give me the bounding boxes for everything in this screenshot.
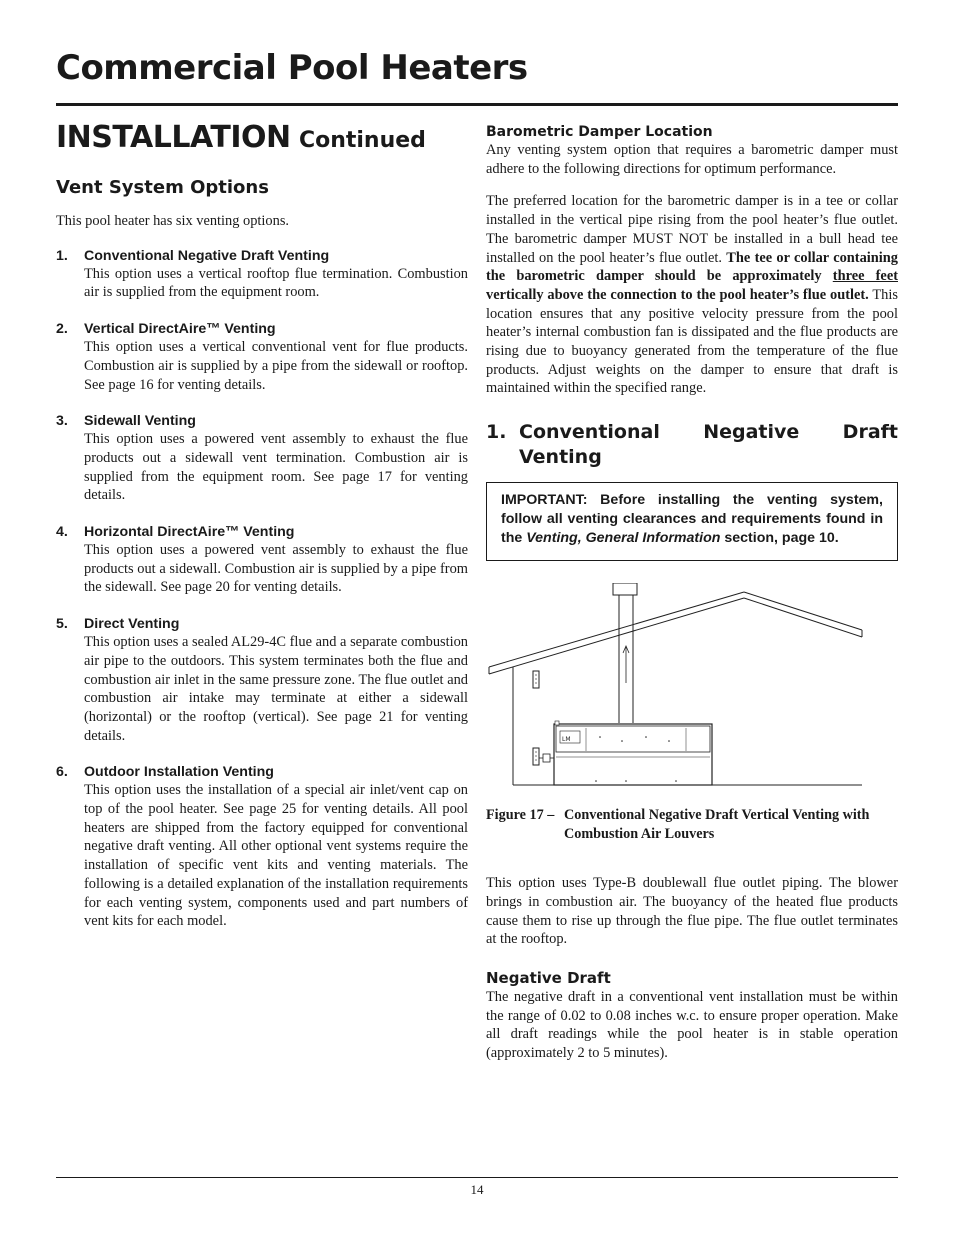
vent-option-body: This option uses a vertical rooftop flue termination. Combustion air is supplied from the equipment room.	[84, 265, 468, 301]
section-title-suffix: Continued	[298, 128, 426, 153]
conventional-heading-number: 1.	[486, 421, 507, 444]
pool-heater	[554, 724, 712, 785]
vent-option-title: Conventional Negative Draft Venting	[84, 247, 330, 264]
section-title	[56, 120, 468, 155]
vent-options-intro: This pool heater has six venting options.	[56, 213, 290, 229]
left-column	[56, 120, 468, 931]
vent-option-number: 2.	[56, 321, 68, 338]
roof-line	[489, 592, 744, 667]
venting-diagram	[486, 583, 898, 793]
vent-option-number: 5.	[56, 616, 68, 633]
footer-rule	[56, 1177, 898, 1178]
vent-option-body: This option uses a vertical conventional vent for flue products. Combustion air is supplied by a pipe from the sidewall or rooftop. See page 16 for venting details.	[84, 339, 468, 393]
header-rule	[56, 103, 898, 106]
barometric-paragraph-2	[486, 192, 898, 398]
svg-text:LM: LM	[562, 736, 571, 744]
barometric-emphasis-distance: three feet	[832, 268, 898, 285]
vent-option-title: Sidewall Venting	[84, 413, 196, 430]
roof-line	[489, 598, 744, 674]
vent-option-1	[56, 248, 468, 302]
vent-option-3	[56, 413, 468, 505]
conventional-heading-text: Conventional Negative Draft Venting	[519, 421, 898, 469]
important-text: section, page 10.	[724, 530, 839, 547]
figure-label: Figure 17 –	[486, 807, 555, 824]
vent-options-heading: Vent System Options	[56, 177, 269, 198]
negative-draft-paragraph: The negative draft in a conventional vent installation must be within the range of 0.02 to 0.08 inches w.c. to ensure proper operation. Make all draft readings while the pool heater is in stable operation (approximately 2 to 5 minutes).	[486, 988, 898, 1062]
vent-option-body: This option uses the installation of a special air inlet/vent cap on top of the pool heater. See page 25 for venting details. All pool heaters are shipped from the factory equipped for conventional negative draft venting. All other optional vent systems require the installation of specific vent kits and venting materials. The following is a detailed explanation of the installation requirements for each venting system, components used and part numbers of vent kits for each model.	[84, 782, 468, 930]
vent-option-2	[56, 321, 468, 394]
conventional-paragraph: This option uses Type-B doublewall flue outlet piping. The blower brings in combustion air. The buoyancy of the heated flue products cause them to rise up through the flue pipe. The flue outlet terminates at the rooftop.	[486, 875, 898, 948]
negative-draft-heading: Negative Draft	[486, 968, 611, 987]
vent-option-title: Direct Venting	[84, 616, 180, 633]
page-number: 14	[470, 1182, 484, 1197]
important-notice-box	[486, 482, 898, 561]
vent-option-number: 4.	[56, 524, 68, 541]
vent-option-body: This option uses a powered vent assembly to exhaust the flue products out a sidewall. Combustion air is supplied by a pipe from the sidewall. See page 20 for venting details.	[84, 542, 468, 596]
barometric-text: The preferred location for the barometric damper is in a tee or collar installed in the vertical pipe rising from the pool heater’s flue outlet. The barometric damper MUST NOT be installed in a bull head tee installed on the pool heater’s flue outlet.	[486, 193, 898, 266]
right-column	[486, 124, 898, 1063]
vent-option-5	[56, 616, 468, 745]
figure-caption-text: Conventional Negative Draft Vertical Venting with Combustion Air Louvers	[564, 807, 870, 843]
vent-option-title: Vertical DirectAire™ Venting	[84, 321, 276, 338]
vent-option-title: Outdoor Installation Venting	[84, 764, 274, 781]
barometric-text: This location ensures that any positive velocity pressure from the pool heater’s internal combustion fan is dissipated and the flue products are rising due to buoyancy generated from the temperature of the flue products. Adjust weights on the damper to ensure that draft is maintained within the specified range.	[486, 286, 898, 397]
barometric-emphasis-text: vertically above the connection to the pool heater’s flue outlet.	[486, 286, 869, 303]
figure-caption	[486, 806, 898, 844]
vent-option-number: 6.	[56, 764, 68, 781]
vent-option-number: 1.	[56, 247, 68, 264]
barometric-heading: Barometric Damper Location	[486, 124, 713, 140]
barometric-paragraph-1: Any venting system option that requires a barometric damper must adhere to the following directions for optimum performance.	[486, 142, 898, 177]
vent-option-6	[56, 764, 468, 931]
figure-17	[486, 583, 898, 844]
page-title: Commercial Pool Heaters	[56, 48, 528, 88]
vent-option-number: 3.	[56, 413, 68, 430]
section-title-main: INSTALLATION	[56, 120, 291, 155]
important-text: IMPORTANT: Before installing the venting system, follow all venting clearances and requirements found in the	[501, 492, 883, 547]
vent-option-title: Horizontal DirectAire™ Venting	[84, 524, 295, 541]
roof-line	[744, 592, 862, 630]
vent-option-body: This option uses a powered vent assembly to exhaust the flue products out a sidewall vent termination. Combustion air is supplied from the equipment room. See page 17 for venting details.	[84, 431, 468, 504]
important-reference: Venting, General Information	[526, 530, 721, 547]
vent-option-body: This option uses a sealed AL29-4C flue and a separate combustion air pipe to the outdoors. This system terminates both the flue and combustion air inlet in the same pressure zone. The flue outlet and combustion air intake may terminate at either a sidewall (horizontal) or the rooftop (vertical). See page 21 for venting details.	[84, 634, 468, 744]
vent-cap	[613, 583, 637, 595]
vent-option-4	[56, 524, 468, 597]
conventional-heading	[486, 420, 898, 470]
barometric-emphasis-text: The tee or collar containing the barometric damper should be approximately	[486, 249, 898, 285]
roof-line	[744, 598, 862, 637]
